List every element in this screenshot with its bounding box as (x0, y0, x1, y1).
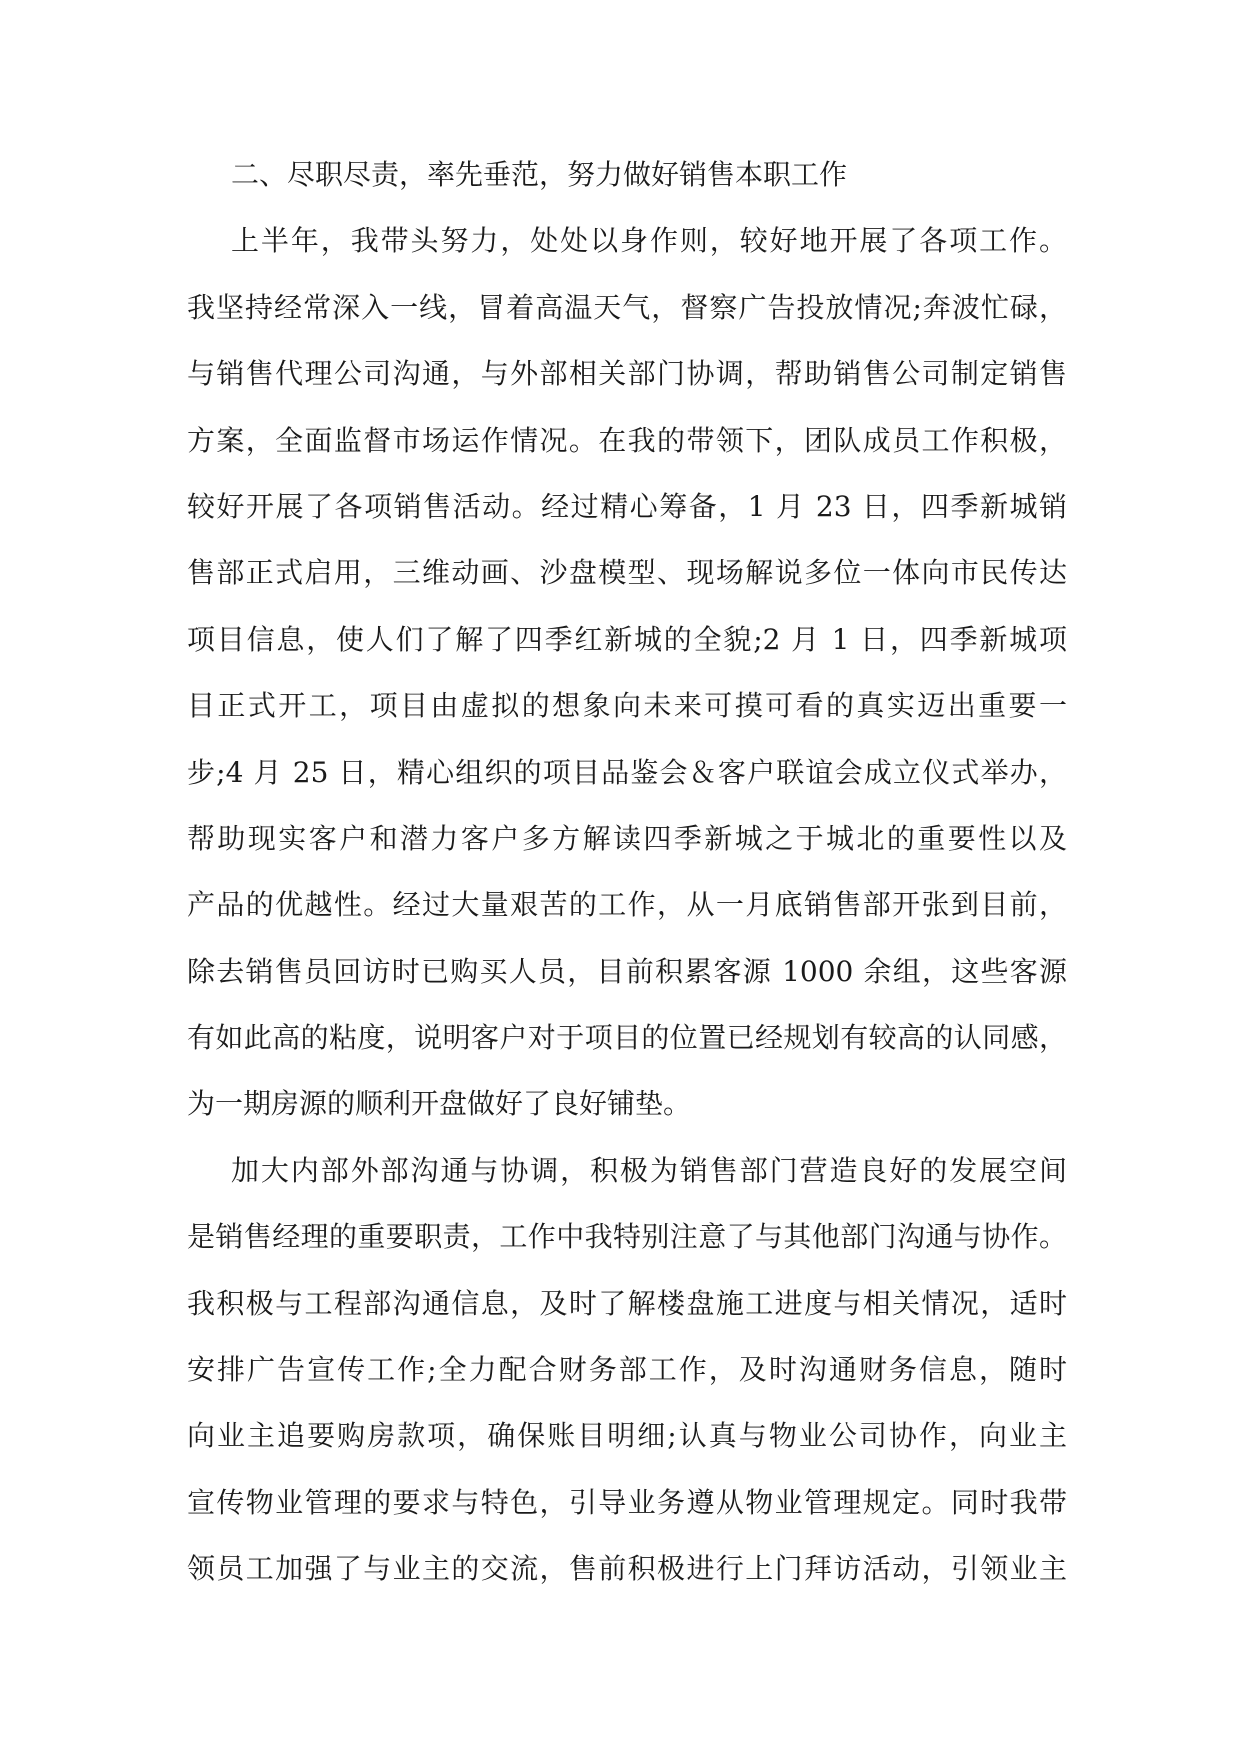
paragraph-line: 较好开展了各项销售活动。经过精心筹备，1 月 23 日，四季新城销 (187, 489, 1067, 523)
paragraph-line: 步;4 月 25 日，精心组织的项目品鉴会＆客户联谊会成立仪式举办， (187, 755, 1067, 789)
paragraph-line: 安排广告宣传工作;全力配合财务部工作，及时沟通财务信息，随时 (187, 1353, 1067, 1387)
paragraph-line: 加大内部外部沟通与协调，积极为销售部门营造良好的发展空间 (231, 1153, 1067, 1187)
paragraph-line: 我积极与工程部沟通信息，及时了解楼盘施工进度与相关情况，适时 (187, 1286, 1067, 1320)
document-body (187, 158, 1067, 1619)
paragraph-line: 帮助现实客户和潜力客户多方解读四季新城之于城北的重要性以及 (187, 821, 1067, 855)
paragraph-line: 为一期房源的顺利开盘做好了良好铺垫。 (187, 1087, 692, 1121)
paragraph-line: 与销售代理公司沟通，与外部相关部门协调，帮助销售公司制定销售 (187, 357, 1067, 391)
paragraph-line: 项目信息，使人们了解了四季红新城的全貌;2 月 1 日，四季新城项 (187, 622, 1067, 656)
paragraph-line: 我坚持经常深入一线，冒着高温天气，督察广告投放情况;奔波忙碌， (187, 290, 1067, 324)
paragraph-line: 除去销售员回访时已购买人员，目前积累客源 1000 余组，这些客源 (187, 954, 1067, 988)
paragraph-line: 上半年，我带头努力，处处以身作则，较好地开展了各项工作。 (231, 224, 1067, 258)
section-heading: 二、尽职尽责，率先垂范，努力做好销售本职工作 (231, 158, 848, 191)
paragraph-line: 领员工加强了与业主的交流，售前积极进行上门拜访活动，引领业主 (187, 1552, 1067, 1586)
paragraph-line: 是销售经理的重要职责，工作中我特别注意了与其他部门沟通与协作。 (187, 1220, 1067, 1254)
paragraph-line: 目正式开工，项目由虚拟的想象向未来可摸可看的真实迈出重要一 (187, 689, 1067, 723)
paragraph-line: 产品的优越性。经过大量艰苦的工作，从一月底销售部开张到目前， (187, 888, 1067, 922)
paragraph-line: 向业主追要购房款项，确保账目明细;认真与物业公司协作，向业主 (187, 1419, 1067, 1453)
paragraph-line: 方案，全面监督市场运作情况。在我的带领下，团队成员工作积极， (187, 423, 1067, 457)
paragraph-line: 售部正式启用，三维动画、沙盘模型、现场解说多位一体向市民传达 (187, 556, 1067, 590)
paragraph-line: 宣传物业管理的要求与特色，引导业务遵从物业管理规定。同时我带 (187, 1485, 1067, 1519)
paragraph-line: 有如此高的粘度，说明客户对于项目的位置已经规划有较高的认同感， (187, 1021, 1067, 1055)
